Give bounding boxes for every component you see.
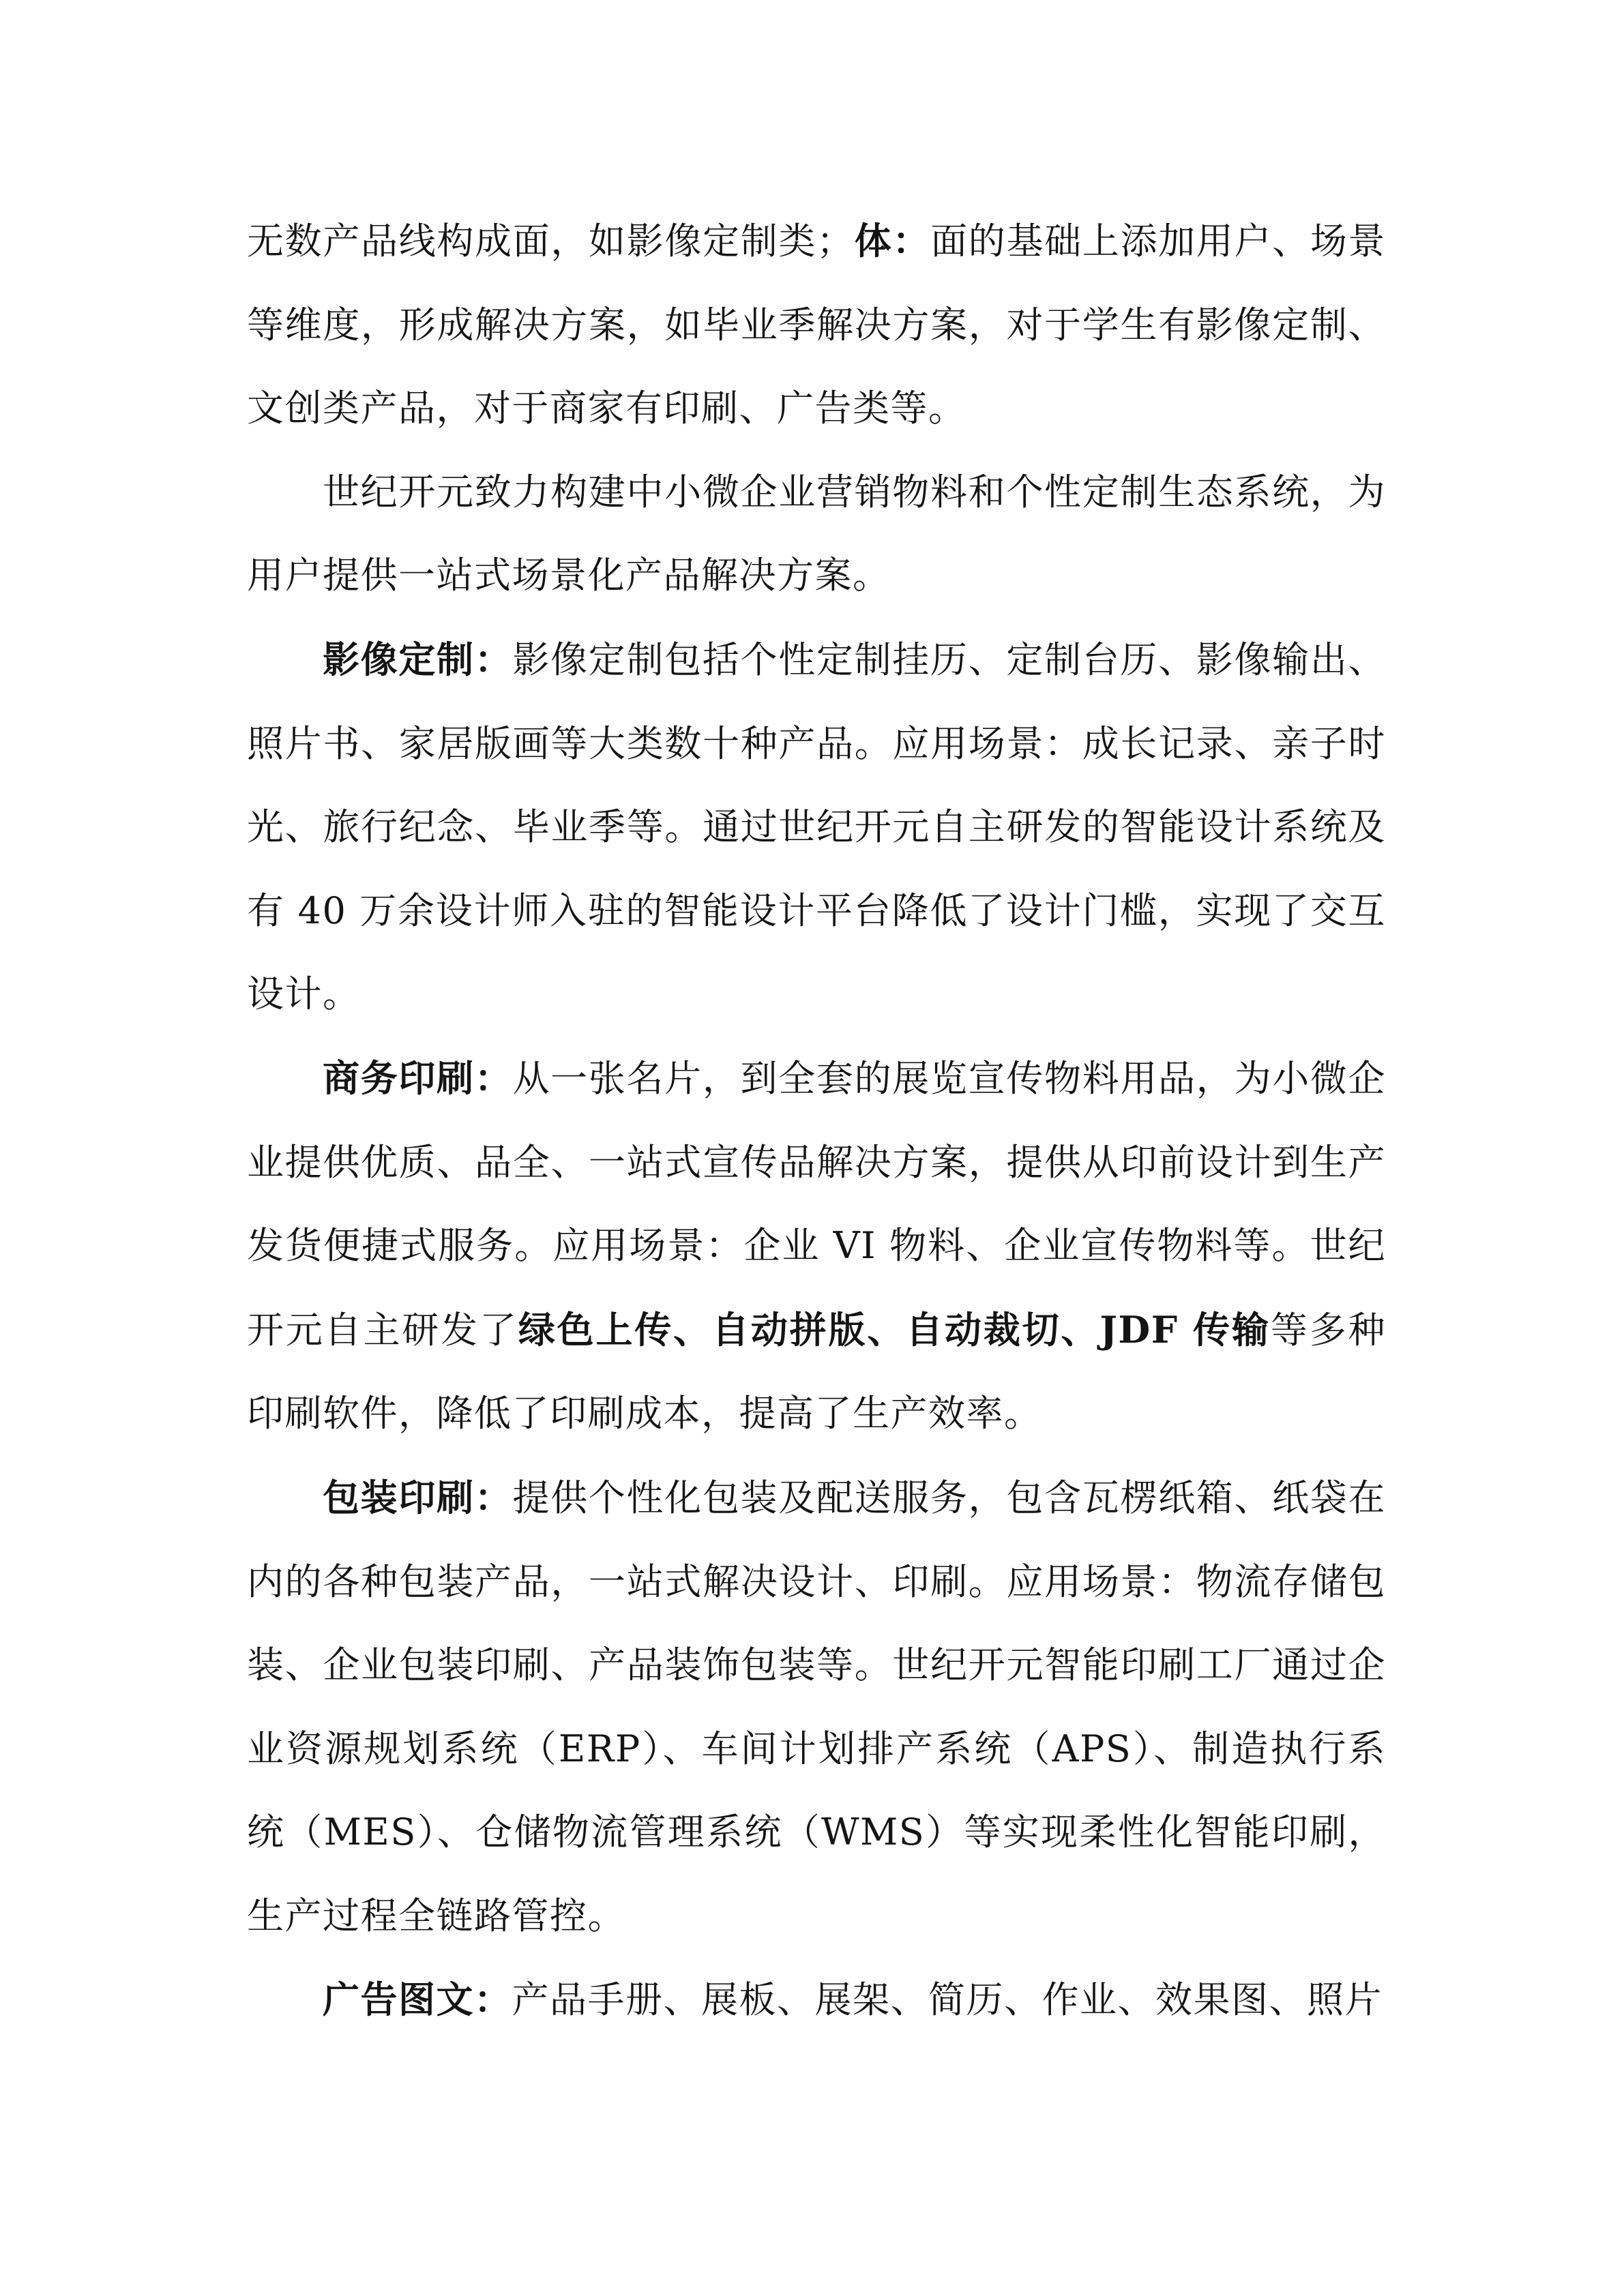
paragraph-text: 从一张名片，到全套的展览宣传物料用品，为小微企业提供优质、品全、一站式宣传品解决方案，提供从印前设计到生产发货便捷式服务。应用场景：企业 VI 物料、企业宣传物料等。世纪开元自主研发了 xyxy=(247,1056,1387,1352)
paragraph-advertising-graphics xyxy=(247,1958,1386,2042)
section-heading-image-customization: 影像定制： xyxy=(323,637,513,681)
section-heading-packaging-printing: 包装印刷： xyxy=(323,1475,513,1519)
paragraph-text: 提供个性化包装及配送服务，包含瓦楞纸箱、纸袋在内的各种包装产品，一站式解决设计、印刷。应用场景：物流存储包装、企业包装印刷、产品装饰包装等。世纪开元智能印刷工厂通过企业资源规划系统（ERP）、车间计划排产系统（APS）、制造执行系统（MES）、仓储物流管理系统（WMS）等实现柔性化智能印刷，生产过程全链路管控。 xyxy=(247,1476,1387,1937)
paragraph-image-customization xyxy=(247,618,1386,1037)
paragraph-text: 产品手册、展板、展架、简历、作业、效果图、照片 xyxy=(512,1978,1383,2022)
paragraph-text: 无数产品线构成面，如影像定制类； xyxy=(247,220,855,263)
document-body xyxy=(247,199,1386,2042)
section-heading-business-printing: 商务印刷： xyxy=(323,1056,513,1100)
paragraph-company-mission xyxy=(247,451,1386,618)
paragraph-text: 等多种印刷软件，降低了印刷成本，提高了生产效率。 xyxy=(247,1308,1387,1435)
term-body-heading: 体： xyxy=(854,219,931,263)
paragraph-business-printing xyxy=(247,1037,1386,1456)
paragraph-text: 影像定制包括个性定制挂历、定制台历、影像输出、照片书、家居版画等大类数十种产品。应用场景：成长记录、亲子时光、旅行纪念、毕业季等。通过世纪开元自主研发的智能设计系统及有 40 万余设计师入驻的智能设计平台降低了设计门槛，实现了交互设计。 xyxy=(247,638,1387,1016)
paragraph-solutions-definition xyxy=(247,199,1386,451)
highlight-software-list: 绿色上传、自动拼版、自动裁切、JDF 传输 xyxy=(518,1307,1271,1352)
paragraph-packaging-printing xyxy=(247,1456,1386,1958)
section-heading-advertising-graphics: 广告图文： xyxy=(323,1978,512,2022)
paragraph-text: 世纪开元致力构建中小微企业营销物料和个性定制生态系统，为用户提供一站式场景化产品解决方案。 xyxy=(247,470,1386,597)
paragraph-text: 面的基础上添加用户、场景等维度，形成解决方案，如毕业季解决方案，对于学生有影像定制、文创类产品，对于商家有印刷、广告类等。 xyxy=(247,220,1387,430)
